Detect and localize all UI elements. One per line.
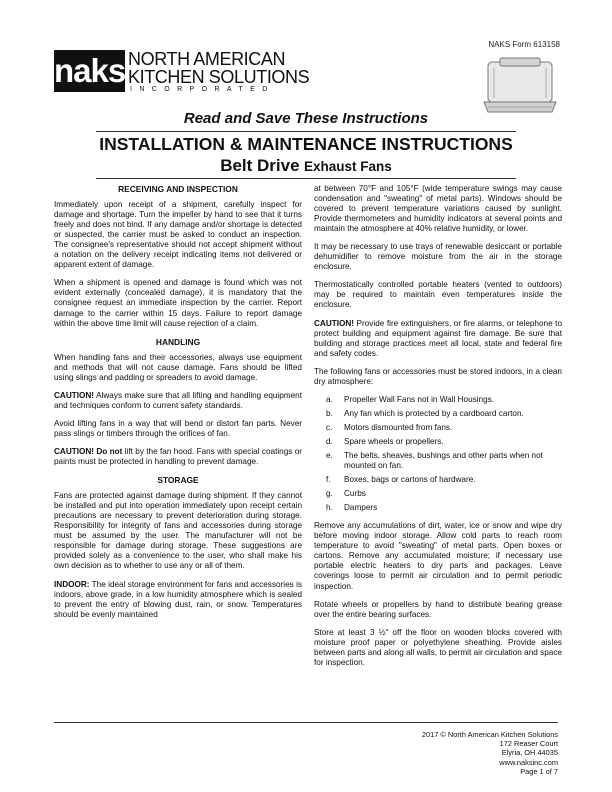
receiving-heading: RECEIVING AND INSPECTION	[118, 184, 238, 194]
handling-paragraph-1: When handling fans and their accessories, always use equipment and methods that will not cause damage. Fans should be lifted using slings and padding or spreaders to avoid damage.	[54, 352, 302, 382]
logo-mark: naks	[54, 50, 125, 92]
storage-paragraph-3: It may be necessary to use trays of renewable desiccant or portable dehumidifier to remove moisture from the air in the storage enclosure.	[314, 242, 562, 272]
indoor-storage-list	[314, 395, 562, 513]
handling-caution-2	[54, 447, 302, 467]
caution-label: CAUTION!	[314, 318, 355, 328]
website: www.naksinc.com	[499, 757, 558, 767]
footer-rule	[54, 722, 558, 723]
storage-indoor-paragraph	[54, 580, 302, 620]
storage-heading: STORAGE	[157, 475, 199, 486]
title-rule-top	[96, 131, 516, 132]
list-text: Motors dismounted from fans.	[344, 422, 453, 432]
copyright: 2017 © North American Kitchen Solutions	[421, 730, 558, 739]
storage-paragraph-5: The following fans or accessories must be stored indoors, in a clean dry atmosphere:	[314, 366, 562, 386]
storage-caution	[314, 319, 562, 359]
indoor-text-continued: at between 70°F and 105°F (wide temperature swings may cause condensation and "sweating" of metal parts). Windows should be covered to prevent temperature variations caused by sunlight. Provide thermometers and humidity indicators at several points and maintain the atmosphere at 40% relative humidity, or lower.	[314, 184, 562, 234]
list-item	[314, 423, 562, 433]
address-street: 172 Reaser Court	[499, 739, 558, 749]
logo-line-3: INCORPORATED	[130, 86, 275, 93]
list-item	[314, 503, 562, 513]
list-text: Propeller Wall Fans not in Wall Housings.	[344, 394, 495, 404]
subtitle-exhaust-fans: Exhaust Fans	[304, 159, 392, 174]
caution-label: CAUTION!	[54, 390, 95, 400]
indoor-label: INDOOR:	[54, 579, 90, 589]
handling-caution-1	[54, 391, 302, 411]
document-title: INSTALLATION & MAINTENANCE INSTRUCTIONS	[99, 134, 513, 154]
page-number: Page 1 of 7	[520, 766, 558, 776]
caution-label: CAUTION! Do not	[54, 446, 123, 456]
list-letter: a.	[326, 394, 333, 404]
list-letter: b.	[326, 408, 333, 418]
right-column	[314, 184, 562, 676]
title-rule-bottom	[96, 178, 516, 179]
list-text: Curbs	[344, 489, 366, 499]
company-logo	[54, 46, 310, 96]
list-text: The belts, sheaves, bushings and other parts when not mounted on fan.	[344, 450, 543, 471]
list-item	[314, 475, 562, 485]
logo-line-1: NORTH AMERICAN	[128, 49, 286, 69]
footer	[422, 730, 558, 776]
storage-paragraph-8: Store at least 3 ½" off the floor on wooden blocks covered with moisture proof paper or polyethylene sheathing. Provide aisles between parts and along all walls, to permit air circulation and space for inspection.	[314, 627, 562, 667]
exhaust-fan-illustration	[480, 56, 560, 116]
list-letter: g.	[326, 489, 333, 499]
list-text: Spare wheels or propellers.	[344, 436, 444, 446]
caution-text: lift by the fan hood. Fans with special coatings or paints must be protected in handling to prevent damage.	[54, 446, 303, 467]
list-letter: f.	[326, 475, 331, 485]
form-number: NAKS Form 613158	[488, 40, 560, 49]
list-letter: e.	[326, 450, 333, 460]
address-city: Elyria, OH 44035	[501, 748, 558, 758]
storage-paragraph-7: Rotate wheels or propellers by hand to distribute bearing grease over the entire bearing surfaces.	[314, 599, 562, 619]
receiving-paragraph-2: When a shipment is opened and damage is found which was not evident externally (concealed damage), it is mandatory that the consignee request an immediate inspection by the carrier. Report damage to the carrier within 15 days. Failure to report damage within the above time limit will cause rejection of a claim.	[54, 278, 302, 328]
list-item	[314, 409, 562, 419]
storage-paragraph-4: Thermostatically controlled portable heaters (vented to outdoors) may be required to maintain even temperatures inside the enclosure.	[314, 280, 562, 310]
left-column	[54, 184, 302, 620]
list-letter: h.	[326, 503, 333, 513]
handling-paragraph-2: Avoid lifting fans in a way that will bend or distort fan parts. Never pass slings or timbers through the orifices of fan.	[54, 418, 302, 438]
storage-paragraph-1: Fans are protected against damage during shipment. If they cannot be installed and put into operation immediately upon receipt certain precautions are necessary to prevent deterioration during storage. Responsibility for integrity of fans and accessories during storage must be assumed by the user. The manufacturer will not be responsible for damage during storage. These suggestions are provided solely as a convenience to the user, who shall make his own decision as to whether to use any or all of them.	[54, 491, 302, 571]
list-text: Boxes, bags or cartons of hardware.	[344, 475, 476, 485]
list-item	[314, 437, 562, 447]
list-item	[314, 395, 562, 405]
handling-heading: HANDLING	[155, 336, 201, 347]
list-text: Any fan which is protected by a cardboard carton.	[344, 408, 524, 418]
list-letter: d.	[326, 436, 333, 446]
subtitle-belt-drive: Belt Drive	[220, 156, 300, 175]
tagline: Read and Save These Instructions	[183, 110, 429, 127]
document-subtitle	[0, 156, 612, 176]
storage-paragraph-6: Remove any accumulations of dirt, water, ice or snow and wipe dry before moving indoor storage. Allow cold parts to reach room temperature to avoid "sweating" of metal parts. Open boxes or cartons. Remove any accumulated moisture; if necessary use portable electric heaters to dry parts and packages. Leave coverings loose to permit air circulation and to permit periodic inspection.	[314, 521, 562, 591]
logo-line-2: KITCHEN SOLUTIONS	[128, 67, 310, 87]
list-letter: c.	[326, 422, 333, 432]
caution-text: Provide fire extinguishers, or fire alarms, or telephone to protect building and equipment against fire damage. Be sure that building and storage practices meet all local, state and federal fire and safety codes.	[314, 318, 562, 358]
receiving-paragraph-1: Immediately upon receipt of a shipment, carefully inspect for damage and shortage. Turn the impeller by hand to see that it turns freely and does not bind. If any damage and/or shortage is detected or suspected, the carrier must be asked to conduct an inspection. The consignee's representative should not accept shipment without a notation on the delivery receipt indicating items not delivered or apparent extent of damage.	[54, 200, 302, 270]
list-item	[314, 489, 562, 499]
caution-text: Always make sure that all lifting and handling equipment and techniques conform to current safety standards.	[54, 390, 302, 410]
indoor-text-start: The ideal storage environment for fans and accessories is indoors, above grade, in a low humidity atmosphere which is sealed to prevent the entry of blowing dust, rain, or snow. Temperatures should be evenly maintained	[54, 579, 302, 619]
list-item	[314, 451, 562, 471]
list-text: Dampers	[344, 503, 378, 513]
